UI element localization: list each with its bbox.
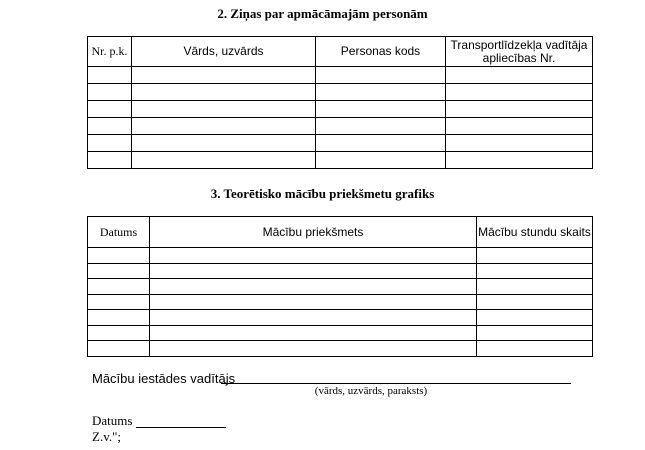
trainees-table [87,36,593,169]
table-row [88,67,593,84]
table-row [88,341,593,357]
header-date: Datums [88,217,150,248]
date-line [136,427,226,428]
header-name: Vārds, uzvārds [132,37,316,67]
table-row [88,279,593,295]
section-2-title: 2. Ziņas par apmācāmajām personām [217,6,428,21]
table-row [88,325,593,341]
date-label: Datums [92,413,133,428]
header-subject: Mācību priekšmets [150,217,477,248]
table-row [88,118,593,135]
schedule-table [87,216,593,357]
signature-hint: (vārds, uzvārds, paraksts) [314,385,428,397]
signature-line [221,383,571,384]
seal-label: Z.v."; [92,429,122,444]
table-row [88,263,593,279]
header-personal-code: Personas kods [316,37,446,67]
table-row [88,310,593,326]
section-3-title: 3. Teorētisko mācību priekšmetu grafiks [210,186,435,201]
table-row [88,248,593,264]
table-row [88,84,593,101]
table-row [88,152,593,169]
header-license-number: Transportlīdzekļa vadītāja apliecības Nr. [446,37,593,67]
header-nr: Nr. p.k. [88,37,132,67]
table-row [88,135,593,152]
schedule-table-header [88,217,593,248]
table-row [88,101,593,118]
trainees-table-header [88,37,593,67]
table-row [88,294,593,310]
header-hours: Mācību stundu skaits [477,217,593,248]
head-of-institution-label: Mācību iestādes vadītājs [92,371,236,386]
